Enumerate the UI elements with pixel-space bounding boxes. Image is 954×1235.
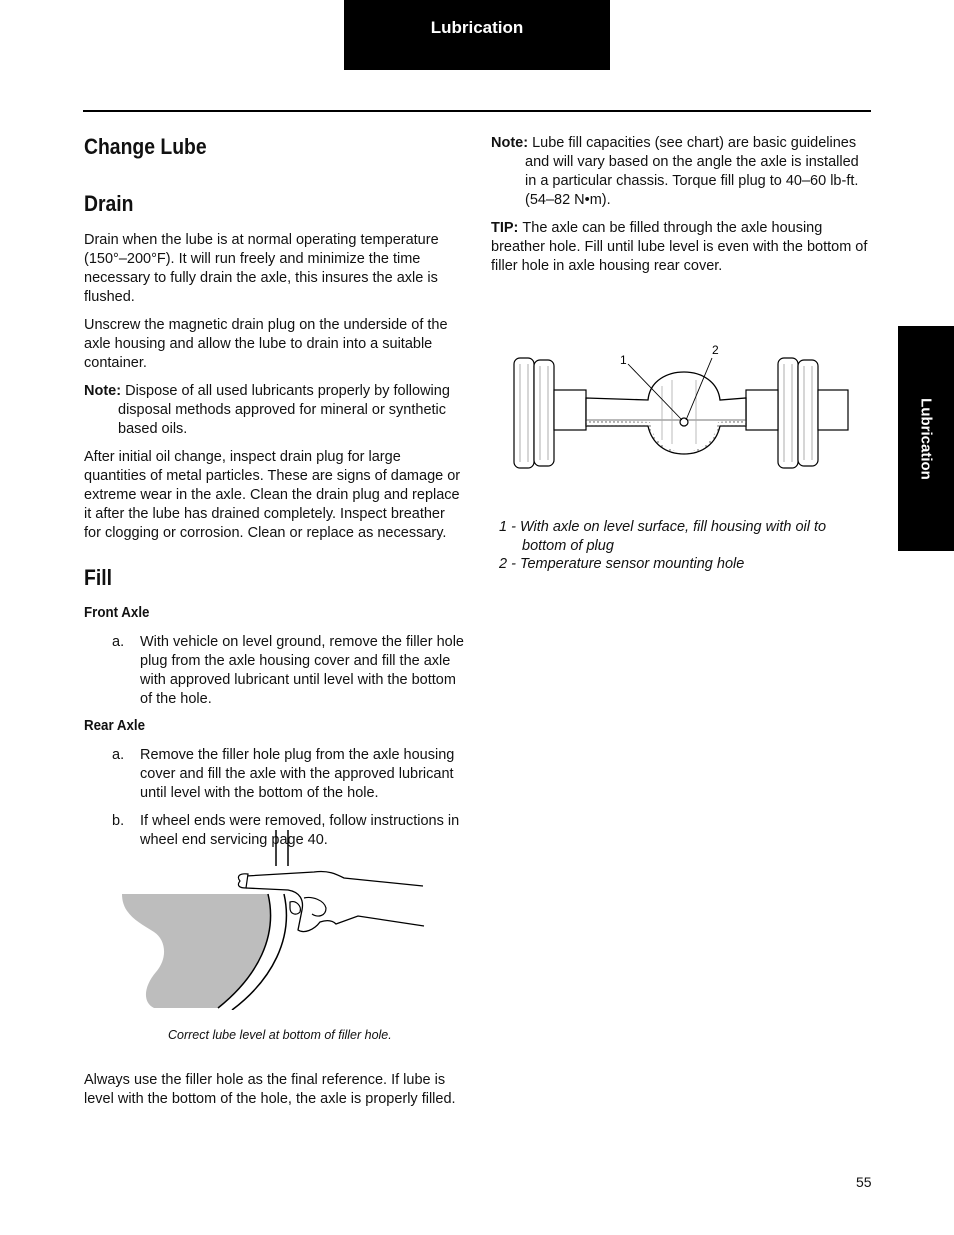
legend-item-1: 1 - With axle on level surface, fill housing with oil to bottom of plug	[499, 519, 827, 554]
tip-label: TIP:	[491, 220, 523, 236]
heading-fill: Fill	[84, 565, 112, 590]
figure-caption: Correct lube level at bottom of filler hole.	[168, 1028, 392, 1042]
step-text: With vehicle on level ground, remove the filler hole plug from the axle housing cover and fill the axle with approved lubricant until level with the bottom of the hole.	[140, 634, 464, 707]
capacity-note-text: Lube fill capacities (see chart) are basic guidelines and will vary based on the angle the axle is installed in a particular chassis. Torque fill plug to 40–60 lb-ft. (54–82 N•m).	[525, 135, 859, 208]
diagram-legend	[491, 518, 871, 574]
heading-drain: Drain	[84, 191, 134, 216]
capacity-note-label: Note:	[491, 135, 533, 151]
step-text: Remove the filler hole plug from the axle housing cover and fill the axle with the approved lubricant until level with the bottom of the hole.	[140, 747, 455, 801]
rear-axle-step-a	[84, 746, 464, 803]
step-letter: a.	[112, 747, 125, 763]
side-tab-label: Lubrication	[917, 397, 935, 480]
drain-note-label: Note:	[84, 383, 126, 399]
front-axle-step-a	[84, 633, 464, 709]
section-header-title: Lubrication	[430, 18, 524, 37]
filler-hole-illustration	[118, 826, 428, 1010]
section-header-tab	[344, 0, 610, 70]
left-column	[84, 128, 464, 859]
right-column	[491, 134, 871, 285]
step-letter: a.	[112, 634, 125, 650]
drain-paragraph-2: Unscrew the magnetic drain plug on the underside of the axle housing and allow the lube to drain into a suitable container.	[84, 317, 448, 371]
tip-paragraph	[491, 219, 871, 276]
front-axle-title: Front Axle	[84, 605, 150, 621]
step-text: If wheel ends were removed, follow instructions in wheel end servicing page 40.	[140, 813, 460, 848]
drain-paragraph-1: Drain when the lube is at normal operating temperature (150°–200°F). It will run freely and minimize the time necessary to fully drain the axle, this insures the axle is flushed.	[84, 232, 439, 305]
header-rule	[83, 110, 871, 112]
rear-axle-title: Rear Axle	[84, 718, 146, 734]
page-number: 55	[856, 1174, 872, 1190]
axle-fill-diagram	[512, 340, 850, 474]
side-section-tab[interactable]	[898, 326, 954, 551]
capacity-note	[491, 134, 871, 210]
step-letter: b.	[112, 813, 125, 829]
drain-paragraph-3: After initial oil change, inspect drain plug for large quantities of metal particles. These are signs of damage or extreme wear in the axle. Clean the drain plug and replace it after the lube has drained completely. Inspect breather for clogging or corrosion. Clean or replace as necessary.	[84, 449, 461, 541]
callout-1: 1	[620, 353, 627, 367]
drain-note-text: Dispose of all used lubricants properly by following disposal methods approved for mineral or synthetic based oils.	[118, 383, 450, 437]
tip-text: The axle can be filled through the axle housing breather hole. Fill until lube level is even with the bottom of filler hole in axle housing rear cover.	[491, 220, 868, 274]
heading-change-lube: Change Lube	[84, 134, 207, 159]
drain-note	[84, 382, 464, 439]
callout-2: 2	[712, 343, 719, 357]
legend-item-2: 2 - Temperature sensor mounting hole	[499, 556, 745, 572]
final-paragraph: Always use the filler hole as the final reference. If lube is level with the bottom of the hole, the axle is properly filled.	[84, 1072, 456, 1107]
